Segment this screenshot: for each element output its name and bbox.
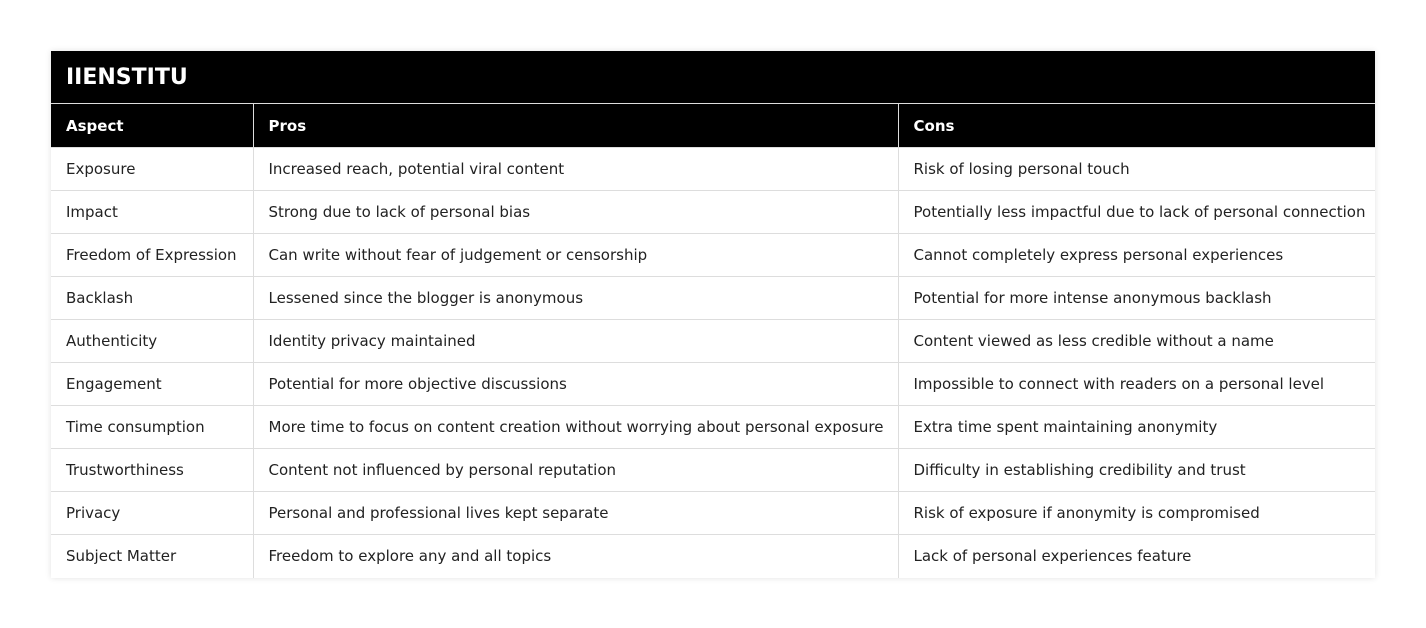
cons-cell: Impossible to connect with readers on a personal level — [898, 363, 1375, 406]
pros-cell: Content not influenced by personal reputation — [253, 449, 898, 492]
pros-cell: Increased reach, potential viral content — [253, 148, 898, 191]
comparison-table-container — [51, 51, 1375, 578]
aspect-cell: Trustworthiness — [51, 449, 253, 492]
table-title: IIENSTITU — [51, 51, 1375, 104]
table-row — [51, 191, 1375, 234]
cons-cell: Potential for more intense anonymous backlash — [898, 277, 1375, 320]
aspect-cell: Exposure — [51, 148, 253, 191]
aspect-cell: Engagement — [51, 363, 253, 406]
table-row — [51, 492, 1375, 535]
table-row — [51, 148, 1375, 191]
aspect-cell: Freedom of Expression — [51, 234, 253, 277]
table-row — [51, 406, 1375, 449]
cons-cell: Cannot completely express personal experiences — [898, 234, 1375, 277]
aspect-cell: Backlash — [51, 277, 253, 320]
pros-cons-table — [51, 104, 1375, 578]
aspect-cell: Time consumption — [51, 406, 253, 449]
header-cons: Cons — [898, 104, 1375, 148]
table-row — [51, 449, 1375, 492]
pros-cell: More time to focus on content creation without worrying about personal exposure — [253, 406, 898, 449]
header-pros: Pros — [253, 104, 898, 148]
table-row — [51, 320, 1375, 363]
aspect-cell: Impact — [51, 191, 253, 234]
table-row — [51, 363, 1375, 406]
pros-cell: Can write without fear of judgement or censorship — [253, 234, 898, 277]
table-row — [51, 277, 1375, 320]
aspect-cell: Privacy — [51, 492, 253, 535]
cons-cell: Potentially less impactful due to lack of personal connection — [898, 191, 1375, 234]
aspect-cell: Authenticity — [51, 320, 253, 363]
cons-cell: Lack of personal experiences feature — [898, 535, 1375, 578]
cons-cell: Extra time spent maintaining anonymity — [898, 406, 1375, 449]
pros-cell: Identity privacy maintained — [253, 320, 898, 363]
cons-cell: Risk of exposure if anonymity is compromised — [898, 492, 1375, 535]
header-row — [51, 104, 1375, 148]
aspect-cell: Subject Matter — [51, 535, 253, 578]
header-aspect: Aspect — [51, 104, 253, 148]
cons-cell: Content viewed as less credible without a name — [898, 320, 1375, 363]
pros-cell: Potential for more objective discussions — [253, 363, 898, 406]
table-row — [51, 234, 1375, 277]
pros-cell: Strong due to lack of personal bias — [253, 191, 898, 234]
pros-cell: Freedom to explore any and all topics — [253, 535, 898, 578]
pros-cell: Personal and professional lives kept separate — [253, 492, 898, 535]
cons-cell: Risk of losing personal touch — [898, 148, 1375, 191]
cons-cell: Difficulty in establishing credibility and trust — [898, 449, 1375, 492]
table-row — [51, 535, 1375, 578]
pros-cell: Lessened since the blogger is anonymous — [253, 277, 898, 320]
